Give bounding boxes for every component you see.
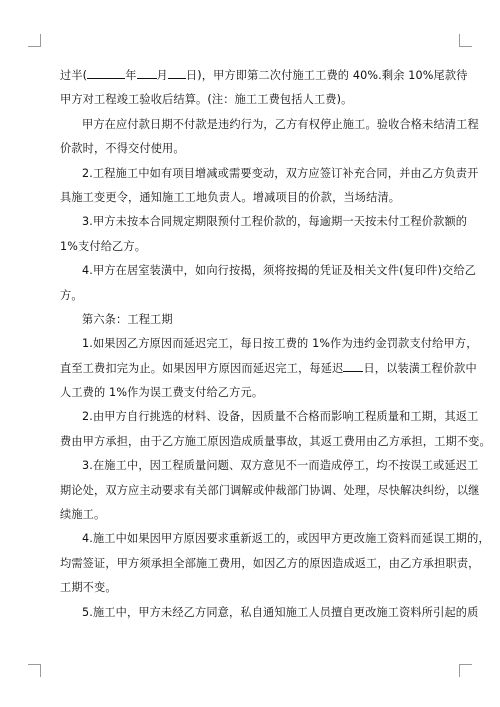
text-line — [60, 210, 468, 234]
text-segment: 费由甲方承担，由于乙方施工原因造成质量事故，其返工费用由乙方承担，工期不变。 — [60, 434, 491, 448]
crop-mark-top-right — [459, 34, 472, 47]
text-line — [60, 235, 446, 259]
text-line — [60, 137, 446, 161]
crop-mark-bottom-right — [459, 664, 472, 677]
text-line — [60, 503, 446, 527]
text-segment: 日，以装潢工程价款中 — [363, 361, 477, 375]
text-segment: 第六条：工程工期 — [82, 312, 173, 326]
text-line — [60, 405, 479, 429]
fill-in-blank — [168, 66, 186, 79]
text-segment: 月 — [156, 69, 168, 82]
crop-mark-bottom-left — [28, 664, 41, 677]
text-segment: 2.由甲方自行挑选的材料、设备，因质量不合格而影响工程质量和工期，其返工 — [82, 410, 479, 424]
text-segment: 1.如果因乙方原因而延迟完工，每日按工费的 1%作为违约金罚款支付给甲方， — [82, 337, 478, 351]
text-line — [60, 601, 479, 625]
fill-in-blank — [137, 66, 157, 79]
text-line — [60, 162, 479, 186]
text-segment: 方。 — [60, 288, 83, 302]
text-segment: 期论处，双方应主动要求有关部门调解或仲裁部门协调、处理，尽快解决纠纷，以继 — [60, 483, 480, 497]
text-line — [60, 527, 490, 551]
text-segment: 2.工程施工中如有项目增减或需要变动，双方应签订补充合同，并由乙方负责开 — [82, 166, 479, 180]
crop-mark-top-left — [28, 34, 41, 47]
text-segment: 人工费的 1%作为误工费支付给乙方元。 — [60, 386, 264, 400]
text-line — [60, 284, 446, 308]
fill-in-blank — [87, 66, 125, 79]
text-segment: 甲方对工程竣工验收后结算。(注：施工工费包括人工费)。 — [60, 93, 353, 107]
text-segment: 直至工费扣完为止。如果因甲方原因而延迟完工，每延迟 — [60, 361, 344, 375]
text-segment: 1%支付给乙方。 — [60, 239, 147, 253]
text-line — [60, 454, 479, 478]
text-segment: 过半( — [60, 69, 88, 82]
text-segment: 甲方在应付款日期不付款是违约行为，乙方有权停止施工。验收合格未结清工程 — [82, 117, 479, 131]
text-segment: 日)，甲方即第二次付施工工费的 40%.剩余 10%尾款待 — [185, 69, 468, 82]
text-segment: 均需签证，甲方须承担全部施工费用，如因乙方的原因造成返工，由乙方承担职责， — [60, 556, 480, 570]
text-segment: 5.施工中，甲方未经乙方同意，私自通知施工人员擅自更改施工资料所引起的质 — [82, 605, 479, 619]
text-segment: 工期不变。 — [60, 581, 117, 595]
document-body — [60, 64, 491, 625]
text-segment: 具施工变更令，通知施工工地负责人。增减项目的价款，当场结清。 — [60, 190, 401, 204]
text-segment: 4.甲方在居室装潢中，如向行按揭，须将按揭的凭证及相关文件(复印件)交给乙 — [82, 264, 477, 278]
text-line — [60, 381, 446, 405]
text-line — [60, 113, 479, 137]
text-segment: 3.在施工中，因工程质量问题、双方意见不一而造成停工，均不按误工或延迟工 — [82, 459, 479, 473]
text-line — [60, 479, 480, 503]
text-line — [60, 186, 446, 210]
text-line — [60, 430, 491, 454]
text-line — [60, 576, 446, 600]
text-line — [60, 308, 446, 332]
text-segment: 续施工。 — [60, 508, 106, 522]
text-line — [60, 332, 478, 356]
text-segment: 4.施工中如果因甲方原因要求重新返工的，或因甲方更改施工资料而延误工期的， — [82, 532, 490, 546]
text-segment: 年 — [125, 69, 137, 82]
text-line — [60, 88, 446, 112]
text-line — [60, 552, 480, 576]
text-line — [60, 64, 468, 88]
text-line — [60, 259, 477, 283]
text-segment: 3.甲方未按本合同规定期限预付工程价款的，每逾期一天按未付工程价款额的 — [82, 215, 468, 229]
text-segment: 价款时，不得交付使用。 — [60, 142, 185, 156]
fill-in-blank — [343, 359, 363, 372]
text-line — [60, 357, 477, 381]
